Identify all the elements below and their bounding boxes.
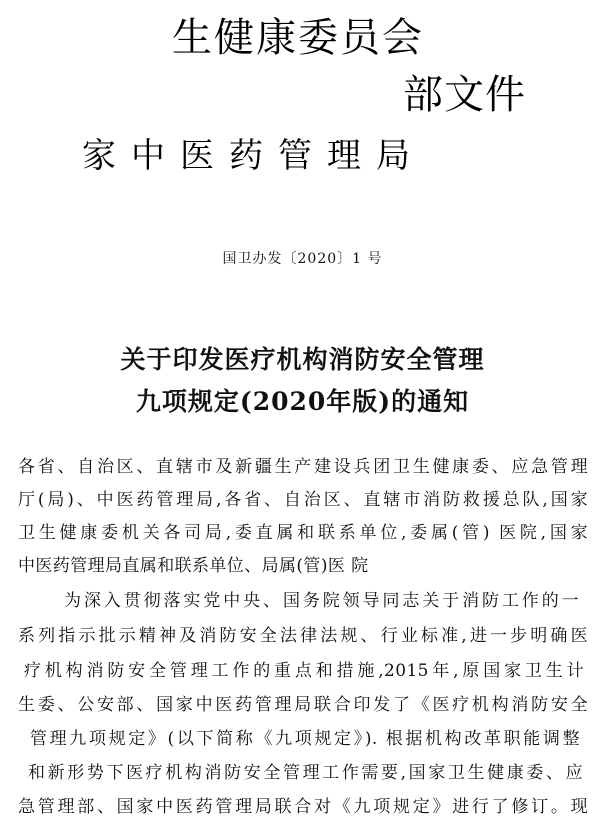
header-line-1: 生健康委员会 [172, 15, 424, 61]
document-number: 国卫办发〔2020〕1 号 [222, 251, 383, 267]
body-line: 厅(局)、中医药管理局,各省、自治区、直辖市消防救援总队,国家 [18, 490, 588, 510]
body-line: 生委、公安部、国家中医药管理局联合印发了《医疗机构消防安全 [18, 695, 588, 715]
body-line: 急管理部、国家中医药管理局联合对《九项规定》进行了修订。现 [18, 797, 588, 817]
body-line: 中医药管理局直属和联系单位、局属(管)医 院 [18, 556, 369, 576]
title-line-1: 关于印发医疗机构消防安全管理 [120, 345, 485, 374]
body-line: 和新形势下医疗机构消防安全管理工作需要,国家卫生健康委、应 [28, 763, 583, 783]
body-line: 系列指示批示精神及消防安全法律法规、行业标准,进一步明确医 [18, 626, 588, 646]
title-line-2: 九项规定(2020年版)的通知 [135, 387, 470, 416]
body-line: 管理九项规定》(以下简称《九项规定》). 根据机构改革职能调整 [30, 729, 580, 749]
header-line-3: 家中医药管理局 [82, 136, 425, 176]
body-line: 疗机构消防安全管理工作的重点和措施,2015年,原国家卫生计 [24, 661, 584, 681]
body-line: 各省、自治区、直辖市及新疆生产建设兵团卫生健康委、应急管理 [18, 457, 588, 477]
body-line: 为深入贯彻落实党中央、国务院领导同志关于消防工作的一 [64, 591, 579, 611]
header-line-2: 部文件 [403, 72, 526, 118]
body-line: 卫生健康委机关各司局,委直属和联系单位,委属(管) 医院,国家 [18, 523, 588, 543]
